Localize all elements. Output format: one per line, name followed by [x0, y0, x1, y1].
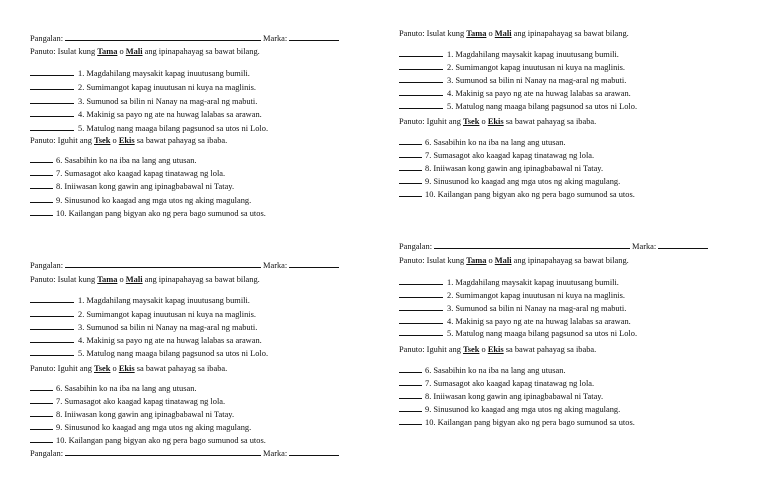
- answer-blank: [399, 327, 443, 336]
- list-item: 8. Iniiwasan kong gawin ang ipinagbabawal ni Tatay.: [399, 162, 603, 173]
- list-item: 2. Sumimangot kapag inuutusan ni kuya na maglinis.: [399, 289, 625, 300]
- part1-instruction: Panuto: Isulat kung Tama o Mali ang ipinapahayag sa bawat bilang.: [399, 256, 629, 265]
- answer-blank: [399, 276, 443, 285]
- answer-blank: [399, 175, 422, 184]
- score-blank: [289, 259, 339, 268]
- part2-instruction: Panuto: Iguhit ang Tsek o Ekis sa bawat pahayag sa ibaba.: [30, 136, 228, 145]
- answer-blank: [399, 48, 443, 57]
- answer-blank: [30, 334, 74, 343]
- part1-instruction: Panuto: Isulat kung Tama o Mali ang ipinapahayag sa bawat bilang.: [30, 275, 260, 284]
- answer-blank: [399, 390, 422, 399]
- list-item: 9. Sinusunod ko kaagad ang mga utos ng aking magulang.: [399, 175, 620, 186]
- name-score-line: [399, 240, 708, 251]
- list-item: 8. Iniiwasan kong gawin ang ipinagbabawal ni Tatay.: [30, 408, 234, 419]
- list-item: 8. Iniiwasan kong gawin ang ipinagbabawal ni Tatay.: [399, 390, 603, 401]
- list-item: 1. Magdahilang maysakit kapag inuutusang bumili.: [399, 276, 619, 287]
- name-blank: [434, 240, 630, 249]
- part1-instruction: Panuto: Isulat kung Tama o Mali ang ipinapahayag sa bawat bilang.: [30, 47, 260, 56]
- answer-blank: [399, 87, 443, 96]
- part2-instruction: Panuto: Iguhit ang Tsek o Ekis sa bawat pahayag sa ibaba.: [30, 364, 228, 373]
- name-blank: [65, 259, 261, 268]
- answer-blank: [399, 315, 443, 324]
- name-blank: [65, 32, 261, 41]
- list-item: 1. Magdahilang maysakit kapag inuutusang bumili.: [30, 294, 250, 305]
- list-item: 5. Matulog nang maaga bilang pagsunod sa utos ni Lolo.: [399, 327, 637, 338]
- list-item: 3. Sumunod sa bilin ni Nanay na mag-aral ng mabuti.: [30, 321, 257, 332]
- part1-instruction: Panuto: Isulat kung Tama o Mali ang ipinapahayag sa bawat bilang.: [399, 29, 629, 38]
- answer-blank: [399, 74, 443, 83]
- name-label: Pangalan:: [30, 261, 64, 270]
- list-item: 7. Sumasagot ako kaagad kapag tinatawag ng lola.: [30, 395, 225, 406]
- answer-blank: [399, 403, 422, 412]
- answer-blank: [30, 434, 53, 443]
- answer-blank: [30, 347, 74, 356]
- list-item: 2. Sumimangot kapag inuutusan ni kuya na maglinis.: [30, 81, 256, 92]
- list-item: 9. Sinusunod ko kaagad ang mga utos ng aking magulang.: [30, 421, 251, 432]
- answer-blank: [30, 321, 74, 330]
- name-score-line: [30, 259, 339, 270]
- list-item: 3. Sumunod sa bilin ni Nanay na mag-aral ng mabuti.: [30, 95, 257, 106]
- list-item: 6. Sasabihin ko na iba na lang ang utusan.: [399, 364, 566, 375]
- answer-blank: [399, 100, 443, 109]
- list-item: 6. Sasabihin ko na iba na lang ang utusan.: [30, 154, 197, 165]
- answer-blank: [30, 167, 53, 176]
- answer-blank: [30, 194, 53, 203]
- list-item: 6. Sasabihin ko na iba na lang ang utusan.: [30, 382, 197, 393]
- answer-blank: [30, 81, 74, 90]
- list-item: 10. Kailangan pang bigyan ako ng pera bago sumunod sa utos.: [30, 434, 266, 445]
- answer-blank: [30, 421, 53, 430]
- list-item: 5. Matulog nang maaga bilang pagsunod sa utos ni Lolo.: [30, 122, 268, 133]
- name-blank: [65, 447, 261, 456]
- list-item: 6. Sasabihin ko na iba na lang ang utusan.: [399, 136, 566, 147]
- score-blank: [658, 240, 708, 249]
- answer-blank: [30, 180, 53, 189]
- answer-blank: [30, 294, 74, 303]
- name-label: Pangalan:: [399, 242, 433, 251]
- list-item: 10. Kailangan pang bigyan ako ng pera bago sumunod sa utos.: [399, 416, 635, 427]
- answer-blank: [30, 408, 53, 417]
- list-item: 4. Makinig sa payo ng ate na huwag lalabas sa arawan.: [30, 334, 262, 345]
- list-item: 7. Sumasagot ako kaagad kapag tinatawag ng lola.: [399, 149, 594, 160]
- score-label: Marka:: [263, 449, 288, 458]
- answer-blank: [399, 162, 422, 171]
- name-label: Pangalan:: [30, 34, 64, 43]
- answer-blank: [399, 416, 422, 425]
- answer-blank: [30, 308, 74, 317]
- list-item: 4. Makinig sa payo ng ate na huwag lalabas sa arawan.: [399, 87, 631, 98]
- list-item: 4. Makinig sa payo ng ate na huwag lalabas sa arawan.: [30, 108, 262, 119]
- list-item: 10. Kailangan pang bigyan ako ng pera bago sumunod sa utos.: [399, 188, 635, 199]
- score-blank: [289, 447, 339, 456]
- score-blank: [289, 32, 339, 41]
- list-item: 3. Sumunod sa bilin ni Nanay na mag-aral ng mabuti.: [399, 302, 626, 313]
- list-item: 10. Kailangan pang bigyan ako ng pera bago sumunod sa utos.: [30, 207, 266, 218]
- list-item: 2. Sumimangot kapag inuutusan ni kuya na maglinis.: [399, 61, 625, 72]
- answer-blank: [399, 188, 422, 197]
- list-item: 5. Matulog nang maaga bilang pagsunod sa utos ni Lolo.: [399, 100, 637, 111]
- name-score-line: [30, 447, 339, 458]
- list-item: 4. Makinig sa payo ng ate na huwag lalabas sa arawan.: [399, 315, 631, 326]
- answer-blank: [30, 95, 74, 104]
- answer-blank: [30, 122, 74, 131]
- list-item: 1. Magdahilang maysakit kapag inuutusang bumili.: [399, 48, 619, 59]
- list-item: 2. Sumimangot kapag inuutusan ni kuya na maglinis.: [30, 308, 256, 319]
- list-item: 5. Matulog nang maaga bilang pagsunod sa utos ni Lolo.: [30, 347, 268, 358]
- name-label: Pangalan:: [30, 449, 64, 458]
- list-item: 7. Sumasagot ako kaagad kapag tinatawag ng lola.: [399, 377, 594, 388]
- answer-blank: [399, 302, 443, 311]
- answer-blank: [399, 377, 422, 386]
- answer-blank: [30, 395, 53, 404]
- part2-instruction: Panuto: Iguhit ang Tsek o Ekis sa bawat pahayag sa ibaba.: [399, 345, 597, 354]
- answer-blank: [30, 108, 74, 117]
- list-item: 9. Sinusunod ko kaagad ang mga utos ng aking magulang.: [399, 403, 620, 414]
- score-label: Marka:: [263, 34, 288, 43]
- list-item: 8. Iniiwasan kong gawin ang ipinagbabawal ni Tatay.: [30, 180, 234, 191]
- answer-blank: [399, 61, 443, 70]
- score-label: Marka:: [263, 261, 288, 270]
- score-label: Marka:: [632, 242, 657, 251]
- answer-blank: [30, 67, 74, 76]
- answer-blank: [30, 154, 53, 163]
- answer-blank: [399, 149, 422, 158]
- list-item: 9. Sinusunod ko kaagad ang mga utos ng aking magulang.: [30, 194, 251, 205]
- name-score-line: [30, 32, 339, 43]
- answer-blank: [399, 289, 443, 298]
- list-item: 3. Sumunod sa bilin ni Nanay na mag-aral ng mabuti.: [399, 74, 626, 85]
- answer-blank: [399, 364, 422, 373]
- answer-blank: [30, 382, 53, 391]
- part2-instruction: Panuto: Iguhit ang Tsek o Ekis sa bawat pahayag sa ibaba.: [399, 117, 597, 126]
- answer-blank: [399, 136, 422, 145]
- list-item: 1. Magdahilang maysakit kapag inuutusang bumili.: [30, 67, 250, 78]
- list-item: 7. Sumasagot ako kaagad kapag tinatawag ng lola.: [30, 167, 225, 178]
- answer-blank: [30, 207, 53, 216]
